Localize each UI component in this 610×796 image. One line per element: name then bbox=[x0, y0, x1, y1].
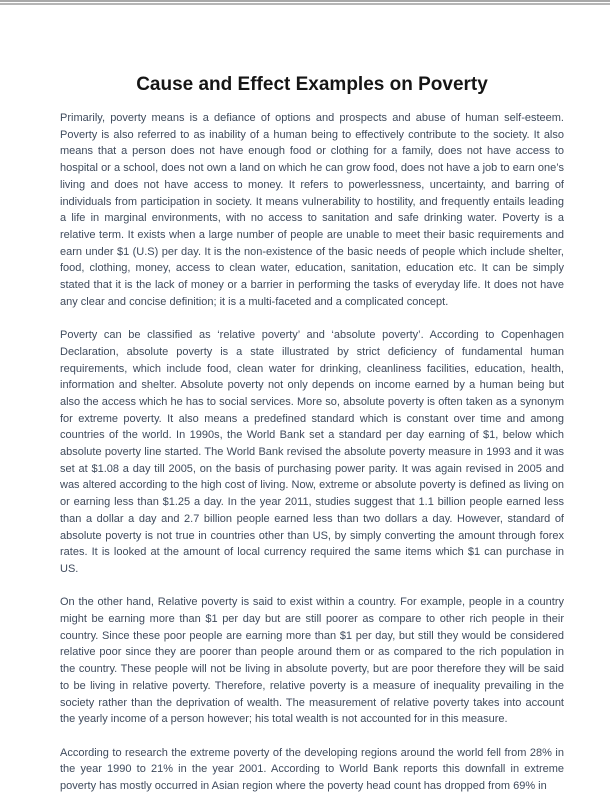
paragraph-absolute-poverty: Poverty can be classified as ‘relative poverty’ and ‘absolute poverty’. According to Copenhagen Declaration, absolute poverty is a state illustrated by strict deficiency of fundamental human requirements, which include food, clean water for drinking, cleanliness facilities, education, health, information and shelter. Absolute poverty not only depends on income earned by a human being but also the access which he has to social services. More so, absolute poverty is often taken as a synonym for extreme poverty. It also means a predefined standard which is constant over time and among countries of the world. In 1990s, the World Bank set a standard per day earning of $1, below which absolute poverty line started. The World Bank revised the absolute poverty measure in 1993 and it was set at $1.08 a day till 2005, on the basis of purchasing power parity. It was again revised in 2005 and was altered according to the high cost of living. Now, extreme or absolute poverty is defined as living on or earning less than $1.25 a day. In the year 2011, studies suggest that 1.1 billion people earned less than a dollar a day and 2.7 billion people earned less than two dollars a day. However, standard of absolute poverty is not true in countries other than US, by simply converting the amount through forex rates. It is looked at the amount of local currency required the same items which $1 can purchase in US. bbox=[60, 329, 564, 575]
paragraph-intro-definition: Primarily, poverty means is a defiance of options and prospects and abuse of human self-esteem. Poverty is also referred to as inability of a human being to effectively contribute to the society. It also means that a person does not have enough food or clothing for a family, does not have access to hospital or a school, does not own a land on which he can grow food, does not have a job to earn one’s living and does not have access to money. It refers to powerlessness, uncertainty, and barring of individuals from participation in society. It means vulnerability to hostility, and frequently entails leading a life in marginal environments, with no access to sanitation and safe drinking water. Poverty is a relative term. It exists when a large number of people are unable to meet their basic requirements and earn under $1 (U.S) per day. It is the non-existence of the basic needs of people which include shelter, food, clothing, money, access to clean water, education, sanitation, education etc. It can be simply stated that it is the lack of money or a barrier in performing the tasks of everyday life. It does not have any clear and concise definition; it is a multi-faceted and a complicated concept. bbox=[60, 112, 564, 308]
paragraph-research-statistics: According to research the extreme poverty of the developing regions around the world fell from 28% in the year 1990 to 21% in the year 2001. According to World Bank reports this downfall in extreme poverty has mostly occurred in Asian region where the poverty head count has dropped from 69% in bbox=[60, 746, 564, 793]
paragraph-relative-poverty: On the other hand, Relative poverty is said to exist within a country. For example, people in a country might be earning more than $1 per day but are still poorer as compare to other rich people in their country. Since these poor people are earning more than $1 per day, but still they would be considered relative poor since they are poorer than people around them or as compared to the rich population in the country. These people will not be living in absolute poverty, but are poor therefore they will be said to be living in relative poverty. Therefore, relative poverty is a measure of inequality prevailing in the society rather than the deprivation of wealth. The measurement of relative poverty takes into account the yearly income of a person however; his total wealth is not accounted for in this measure. bbox=[60, 596, 564, 726]
document-content bbox=[0, 73, 610, 795]
document-title: Cause and Effect Examples on Poverty bbox=[136, 74, 488, 95]
page-top-edge-divider bbox=[0, 0, 610, 6]
